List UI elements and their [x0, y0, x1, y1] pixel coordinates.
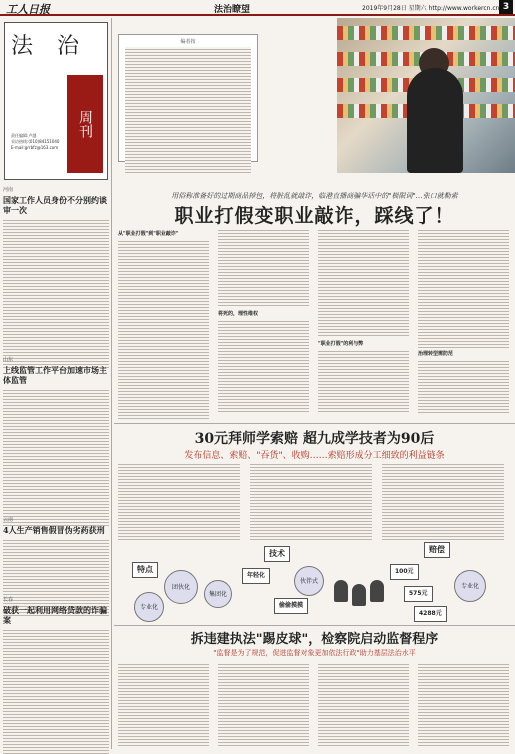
brand-char-zhi: 治 — [57, 34, 80, 59]
tag-label: 技术 — [264, 546, 290, 562]
bottom-headline: 拆违建执法"踢皮球"，检察院启动监督程序 — [190, 632, 439, 647]
tag-label: 赔偿 — [424, 542, 450, 558]
brief-2-title: 上线监管工作平台加速市场主体监管 — [3, 365, 107, 385]
weekly-brand-box — [4, 22, 108, 180]
editor-note: 编者按 — [118, 34, 258, 162]
issue-date: 2019年9月28日 星期六 http://www.workercn.cn — [362, 5, 500, 12]
stat-3: 4288元 — [414, 606, 447, 622]
tag-label: 特点 — [132, 562, 158, 578]
top-feature — [114, 18, 515, 183]
middle-body — [118, 462, 511, 540]
bottom-body — [118, 662, 511, 747]
middle-subtitle: 发布信息、索赔、"吞货"、收购……索赔形成分工细致的利益链条 — [184, 451, 445, 461]
brief-1-title: 国家工作人员身份不分别约谈审一次 — [3, 195, 107, 215]
middle-headline: 30元拜师学索赔 超九成学技者为90后 — [194, 431, 435, 447]
feature-headline: 职业打假变职业敲诈，踩线了！ — [174, 205, 455, 227]
tag-circle: 集团化 — [204, 580, 232, 608]
tag-label: 偷偷摸摸 — [274, 598, 308, 614]
brand-zhoukan: 周刊 — [67, 75, 103, 173]
brief-1: 河南 国家工作人员身份不分别约谈审一次 — [3, 186, 109, 368]
page-number: 3 — [499, 0, 513, 14]
brief-4-title: 破获一起利用网络贷款的诈骗案 — [3, 605, 107, 625]
tag-circle: 伙伴式 — [294, 566, 324, 596]
stat-1: 100元 — [390, 564, 419, 580]
left-sidebar — [0, 18, 112, 749]
brief-2: 山东 上线监管工作平台加速市场主体监管 — [3, 356, 109, 526]
bottom-subtitle: "监督是为了规范，促进监督对象更加依法行政"助力基层法治水平 — [213, 649, 416, 657]
feature-subtitle: 用俗称准备好的过期商品掉包，将脏乱就敲诈，临港直播商骗华话中的"极限词"…张口就勒索 — [171, 192, 458, 200]
tag-label: 年轻化 — [242, 568, 270, 584]
stat-2: 575元 — [404, 586, 433, 602]
brief-3: 云南 4人生产销售假冒伪劣药获刑 — [3, 516, 109, 616]
brief-4: 长春 破获一起利用网络贷款的诈骗案 — [3, 596, 109, 754]
supermarket-photo — [337, 18, 515, 173]
tag-circle: 团伙化 — [164, 570, 198, 604]
feature-body: 从"职业打假"到"职业敲诈" 将死的，理性维权 "职业打假"的利与弊 治理转型需防范 — [118, 228, 511, 418]
brand-contact: 责任编辑:卢越 采访热线:(010)84151040 E-mail:grrbfz@163.com — [11, 133, 60, 150]
masthead — [0, 0, 515, 16]
brief-3-title: 4人生产销售假冒伪劣药获刑 — [3, 525, 105, 535]
section-title: 法治瞭望 — [214, 5, 251, 15]
newspaper-logo: 工人日报 — [6, 3, 50, 16]
infographic — [124, 540, 510, 624]
tag-circle: 专业化 — [454, 570, 486, 602]
brand-char-fa: 法 — [11, 34, 34, 59]
tag-circle: 专业化 — [134, 592, 164, 622]
